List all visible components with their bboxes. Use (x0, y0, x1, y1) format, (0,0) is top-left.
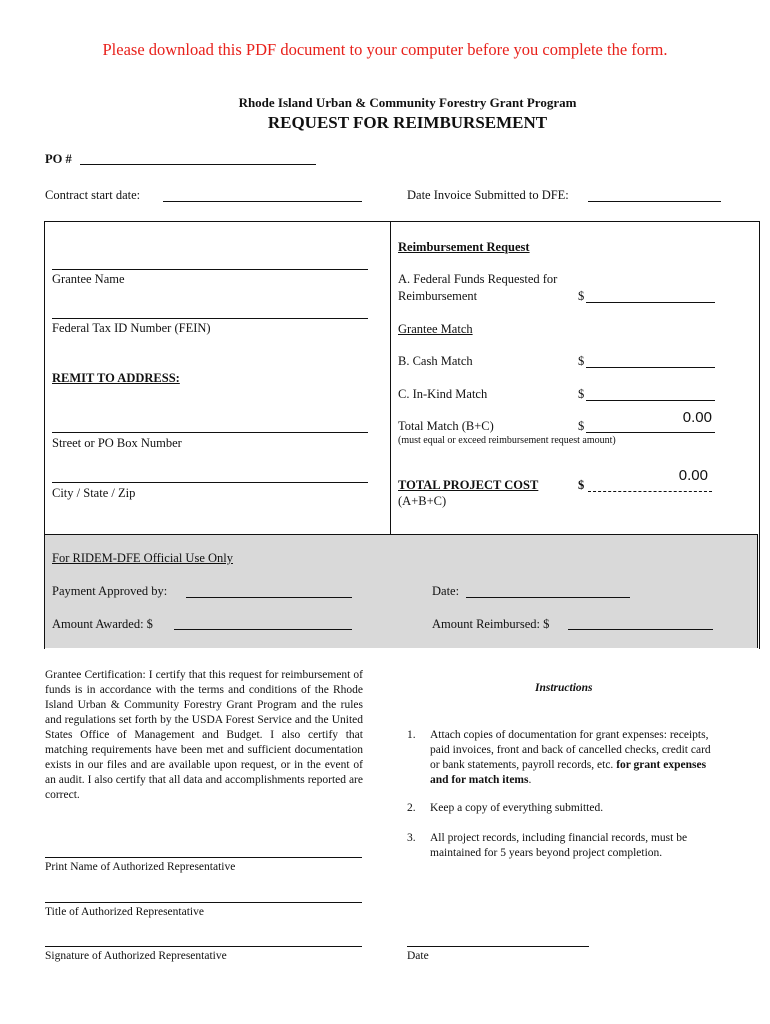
signature-date-label: Date (407, 950, 429, 962)
federal-dollar: $ (578, 289, 585, 303)
instruction-item-2: Keep a copy of everything submitted. (430, 802, 604, 814)
grantee-name-label: Grantee Name (52, 272, 125, 286)
cash-match-label: B. Cash Match (398, 354, 473, 368)
column-divider (390, 221, 391, 534)
total-match-field (586, 432, 715, 433)
form-title: REQUEST FOR REIMBURSEMENT (267, 113, 548, 132)
cash-dollar: $ (578, 354, 585, 368)
amount-awarded-label: Amount Awarded: $ (52, 617, 153, 631)
total-match-label: Total Match (B+C) (398, 419, 494, 433)
remit-heading: REMIT TO ADDRESS: (52, 371, 180, 385)
contract-start-field[interactable] (163, 201, 362, 202)
instructions-heading: Instructions (535, 682, 593, 694)
signature-date-field[interactable] (407, 946, 589, 947)
signature-label: Signature of Authorized Representative (45, 950, 227, 962)
program-title: Rhode Island Urban & Community Forestry Grant Program (238, 95, 577, 110)
instruction-number-1: 1. (407, 729, 416, 741)
po-field[interactable] (80, 164, 316, 165)
official-date-field[interactable] (466, 597, 630, 598)
street-field[interactable] (52, 432, 368, 433)
instruction-item-3: All project records, including financial records, must be maintained for 5 years beyond project completion. (430, 832, 688, 859)
instruction-item-1 (430, 728, 715, 788)
inkind-dollar: $ (578, 387, 585, 401)
street-label: Street or PO Box Number (52, 436, 182, 450)
amount-awarded-field[interactable] (174, 629, 352, 630)
print-name-field[interactable] (45, 857, 362, 858)
federal-funds-field[interactable] (586, 302, 715, 303)
total-match-value[interactable]: 0.00 (682, 409, 712, 426)
official-date-label: Date: (432, 584, 460, 598)
po-label: PO # (45, 152, 72, 166)
official-use-heading: For RIDEM-DFE Official Use Only (52, 551, 233, 565)
grantee-name-field[interactable] (52, 269, 368, 270)
instruction-1-end: . (528, 774, 532, 786)
title-label: Title of Authorized Representative (45, 906, 204, 918)
amount-reimbursed-field[interactable] (568, 629, 713, 630)
date-invoice-label: Date Invoice Submitted to DFE: (407, 188, 569, 202)
grantee-match-heading: Grantee Match (398, 322, 473, 336)
federal-label-2: Reimbursement (398, 289, 478, 303)
total-project-formula: (A+B+C) (398, 494, 447, 508)
fein-label: Federal Tax ID Number (FEIN) (52, 321, 211, 335)
amount-reimbursed-label: Amount Reimbursed: $ (432, 617, 550, 631)
total-match-dollar: $ (578, 419, 585, 433)
cash-match-field[interactable] (586, 367, 715, 368)
signature-field[interactable] (45, 946, 362, 947)
instruction-1-bold: for grant expenses and for match items (430, 759, 707, 786)
total-project-cost-label: TOTAL PROJECT COST (398, 478, 539, 492)
title-field[interactable] (45, 902, 362, 903)
instruction-1-text: Attach copies of documentation for grant expenses: receipts, paid invoices, front and back of cancelled checks, credit card or bank statements, payroll records, etc. (430, 729, 711, 771)
fein-field[interactable] (52, 318, 368, 319)
payment-approved-label: Payment Approved by: (52, 584, 168, 598)
instruction-number-2: 2. (407, 802, 416, 814)
federal-label-1: A. Federal Funds Requested for (398, 272, 558, 286)
reimbursement-heading: Reimbursement Request (398, 240, 530, 254)
total-project-field (588, 491, 712, 492)
total-project-value[interactable]: 0.00 (678, 467, 708, 484)
total-project-dollar: $ (578, 478, 585, 492)
download-notice: Please download this PDF document to your computer before you complete the form. (102, 40, 668, 59)
certification-text: Grantee Certification: I certify that this request for reimbursement of funds is in accordance with the terms and conditions of the Rhode Island Urban & Community Forestry Grant Program and the rules and regulations set forth by the USDA Forest Service and the United States Office of Management and Budget. I also certify that matching requirements have been met and sufficient documentation exists in our files and are available upon request, or in the event of an audit. I also certify that all data and accomplishments reported are correct. (45, 669, 363, 801)
inkind-match-field[interactable] (586, 400, 715, 401)
print-name-label: Print Name of Authorized Representative (45, 861, 236, 873)
contract-start-label: Contract start date: (45, 188, 141, 202)
total-match-note: (must equal or exceed reimbursement request amount) (398, 435, 616, 446)
payment-approved-field[interactable] (186, 597, 352, 598)
inkind-match-label: C. In-Kind Match (398, 387, 488, 401)
instruction-number-3: 3. (407, 832, 416, 844)
city-field[interactable] (52, 482, 368, 483)
date-invoice-field[interactable] (588, 201, 721, 202)
city-label: City / State / Zip (52, 486, 136, 500)
